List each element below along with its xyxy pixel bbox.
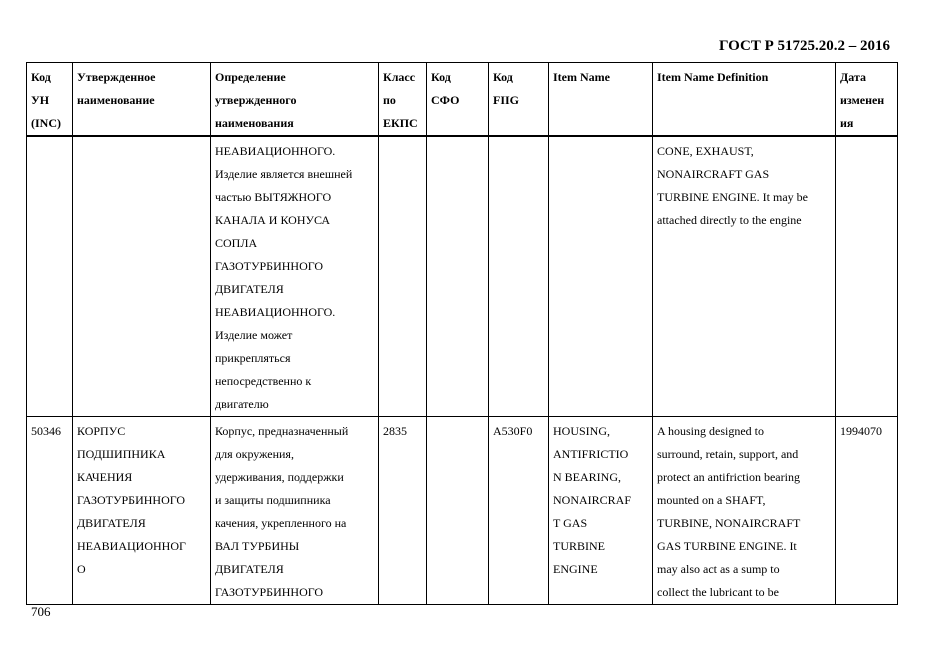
cell-class: 2835	[379, 417, 427, 605]
cell-item-name: HOUSING, ANTIFRICTIO N BEARING, NONAIRCRAF T GAS TURBINE ENGINE	[549, 417, 653, 605]
cell-fiig	[489, 136, 549, 417]
cell-inc: 50346	[27, 417, 73, 605]
table-row	[27, 136, 898, 417]
col-header-item-name: Item Name	[549, 63, 653, 137]
nomenclature-table	[26, 62, 898, 605]
table-header-row	[27, 63, 898, 137]
col-header-approved-name: Утвержденное наименование	[73, 63, 211, 137]
cell-inc	[27, 136, 73, 417]
cell-item-name-definition: A housing designed to surround, retain, support, and protect an antifriction bearing mounted on a SHAFT, TURBINE, NONAIRCRAFT GAS TURBINE ENGINE. It may also act as a sump to collect the lubricant to be	[653, 417, 836, 605]
cell-sfo	[427, 417, 489, 605]
col-header-inc: Код УН (INC)	[27, 63, 73, 137]
col-header-definition: Определение утвержденного наименования	[211, 63, 379, 137]
cell-date	[836, 136, 898, 417]
cell-definition: НЕАВИАЦИОННОГО. Изделие является внешней частью ВЫТЯЖНОГО КАНАЛА И КОНУСА СОПЛА ГАЗОТУРБИННОГО ДВИГАТЕЛЯ НЕАВИАЦИОННОГО. Изделие может прикрепляться непосредственно к двигателю	[211, 136, 379, 417]
col-header-item-name-definition: Item Name Definition	[653, 63, 836, 137]
cell-item-name-definition: CONE, EXHAUST, NONAIRCRAFT GAS TURBINE ENGINE. It may be attached directly to the engine	[653, 136, 836, 417]
col-header-date: Дата изменен ия	[836, 63, 898, 137]
cell-date: 1994070	[836, 417, 898, 605]
page-number: 706	[31, 604, 51, 619]
cell-definition: Корпус, предназначенный для окружения, удерживания, поддержки и защиты подшипника качения, укрепленного на ВАЛ ТУРБИНЫ ДВИГАТЕЛЯ ГАЗОТУРБИННОГО	[211, 417, 379, 605]
col-header-class: Класс по ЕКПС	[379, 63, 427, 137]
cell-approved-name: КОРПУС ПОДШИПНИКА КАЧЕНИЯ ГАЗОТУРБИННОГО ДВИГАТЕЛЯ НЕАВИАЦИОННОГ О	[73, 417, 211, 605]
standard-header: ГОСТ Р 51725.20.2 – 2016	[718, 38, 890, 54]
cell-approved-name	[73, 136, 211, 417]
cell-class	[379, 136, 427, 417]
cell-sfo	[427, 136, 489, 417]
col-header-fiig: Код FIIG	[489, 63, 549, 137]
col-header-sfo: Код СФО	[427, 63, 489, 137]
cell-fiig: A530F0	[489, 417, 549, 605]
table-row	[27, 417, 898, 605]
cell-item-name	[549, 136, 653, 417]
